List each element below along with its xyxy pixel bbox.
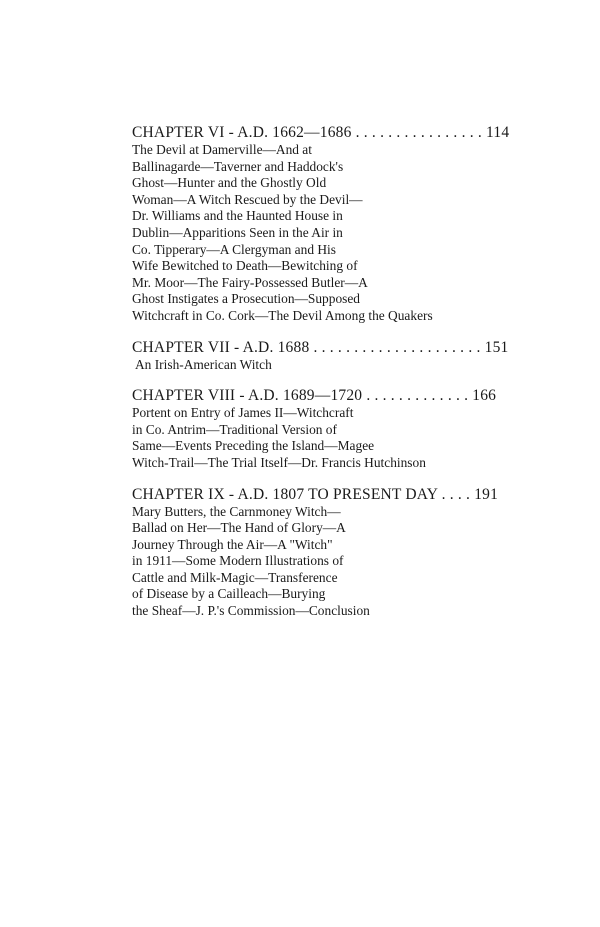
summary-line: Wife Bewitched to Death—Bewitching of [132,258,358,274]
summary-line: Ghost Instigates a Prosecution—Supposed [132,291,360,307]
summary-line: Cattle and Milk-Magic—Transference [132,569,338,585]
table-of-contents [132,124,510,620]
summary-line: Journey Through the Air—A "Witch" [132,536,333,552]
summary-line: Co. Tipperary—A Clergyman and His [132,241,336,257]
summary-line: The Devil at Damerville—And at [132,142,312,157]
summary-line: in 1911—Some Modern Illustrations of [132,553,344,569]
chapter-summary [132,504,472,620]
summary-line: Dr. Williams and the Haunted House in [132,208,343,224]
summary-line: in Co. Antrim—Traditional Version of [132,421,337,437]
summary-line: Witch-Trail—The Trial Itself—Dr. Francis Hutchinson [132,454,426,470]
chapter-heading: CHAPTER IX - A.D. 1807 TO PRESENT DAY . . . . 191 [132,485,499,503]
summary-line: Mr. Moor—The Fairy-Possessed Butler—A [132,274,368,290]
summary-line: Ghost—Hunter and the Ghostly Old [132,175,327,191]
chapter-summary [132,142,472,325]
summary-line: Witchcraft in Co. Cork—The Devil Among the Quakers [132,307,433,323]
summary-line: of Disease by a Cailleach—Burying [132,586,326,602]
summary-line: the Sheaf—J. P.'s Commission—Conclusion [132,603,370,619]
summary-line: An Irish-American Witch [135,356,272,372]
chapter-entry-ix [132,485,499,620]
chapter-entry-vi [132,124,510,325]
summary-line: Woman—A Witch Rescued by the Devil— [132,191,363,207]
summary-line: Portent on Entry of James II—Witchcraft [132,405,354,421]
chapter-heading: CHAPTER VII - A.D. 1688 . . . . . . . . . . . . . . . . . . . . . 151 [132,338,509,356]
chapter-heading: CHAPTER VIII - A.D. 1689—1720 . . . . . . . . . . . . . 166 [132,387,497,405]
chapter-entry-viii [132,387,497,471]
chapter-summary [132,405,472,471]
chapter-heading: CHAPTER VI - A.D. 1662—1686 . . . . . . . . . . . . . . . . 114 [132,124,510,141]
summary-line: Ballinagarde—Taverner and Haddock's [132,158,344,174]
summary-line: Ballad on Her—The Hand of Glory—A [132,520,346,536]
chapter-entry-vii [132,338,509,374]
summary-line: Same—Events Preceding the Island—Magee [132,438,375,454]
summary-line: Mary Butters, the Carnmoney Witch— [132,503,341,519]
chapter-summary [132,357,472,374]
summary-line: Dublin—Apparitions Seen in the Air in [132,224,343,240]
